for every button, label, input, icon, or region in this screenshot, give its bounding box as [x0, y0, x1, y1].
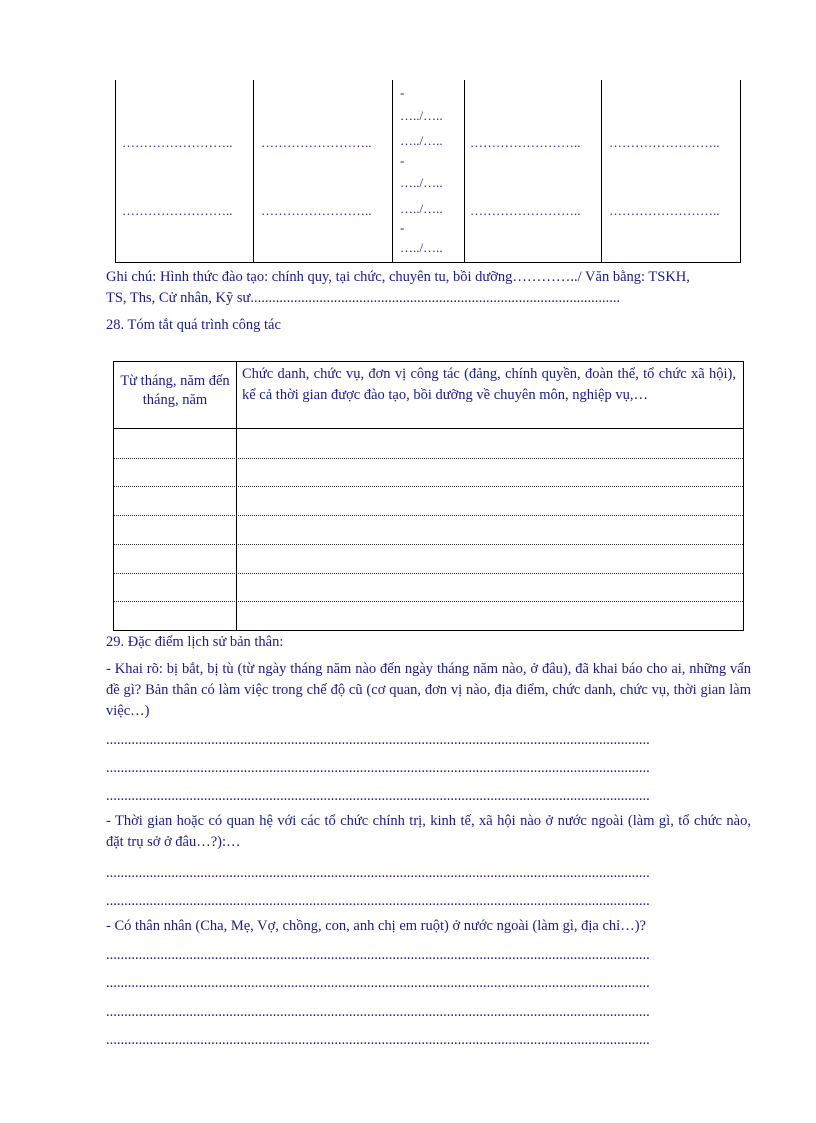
table-cell: …………………….. — [261, 203, 372, 218]
table-divider — [601, 80, 602, 262]
answer-line: ...................................................................................................................................................... — [106, 1032, 650, 1048]
date-dash: - — [400, 220, 405, 235]
question-relatives-abroad: - Có thân nhân (Cha, Mẹ, Vợ, chồng, con, anh chị em ruột) ở nước ngoài (làm gì, địa chỉ…)? — [106, 918, 646, 934]
table-divider — [236, 362, 237, 630]
answer-line: ...................................................................................................................................................... — [106, 893, 650, 909]
table-cell: …………………….. — [261, 135, 372, 150]
table-cell: …………………….. — [122, 135, 233, 150]
work-history-table — [113, 361, 744, 631]
date-field: …../….. — [400, 133, 443, 148]
table-cell: …………………….. — [609, 203, 720, 218]
header-divider — [114, 428, 743, 429]
answer-line: ...................................................................................................................................................... — [106, 1004, 650, 1020]
table-row — [114, 458, 743, 459]
table-divider — [464, 80, 465, 262]
question-arrest-history: - Khai rõ: bị bắt, bị tù (từ ngày tháng năm nào đến ngày tháng năm nào, ở đâu), đã khai báo cho ai, những vấn đề gì? Bản thân có làm việc trong chế độ cũ (cơ quan, đơn vị nào, địa điểm, chức danh, chức vụ, thời gian làm việc…) — [106, 661, 751, 719]
table-divider — [253, 80, 254, 262]
date-field: …../….. — [400, 175, 443, 190]
table-row — [114, 515, 743, 516]
question-foreign-organizations: - Thời gian hoặc có quan hệ với các tổ chức chính trị, kinh tế, xã hội nào ở nước ngoài (làm gì, tổ chức nào, đặt trụ sở ở đâu…?):… — [106, 813, 751, 850]
table-row — [114, 486, 743, 487]
answer-line: ...................................................................................................................................................... — [106, 975, 650, 991]
date-dash: - — [400, 153, 405, 168]
table-cell: …………………….. — [609, 135, 720, 150]
note-line-1: Ghi chú: Hình thức đào tạo: chính quy, tại chức, chuyên tu, bồi dưỡng…………../ Văn bằng: TSKH, — [106, 269, 690, 285]
table-row — [114, 544, 743, 545]
table-divider — [392, 80, 393, 262]
training-table — [115, 80, 741, 263]
answer-line: ...................................................................................................................................................... — [106, 947, 650, 963]
answer-line: ...................................................................................................................................................... — [106, 760, 650, 776]
date-field: …../….. — [400, 108, 443, 123]
table-row — [114, 601, 743, 602]
answer-line: ...................................................................................................................................................... — [106, 865, 650, 881]
answer-line: ...................................................................................................................................................... — [106, 732, 650, 748]
date-field: …../….. — [400, 240, 443, 255]
answer-line: ...................................................................................................................................................... — [106, 788, 650, 804]
table-cell: …………………….. — [470, 135, 581, 150]
col-header-period: Từ tháng, năm đến tháng, năm — [120, 373, 230, 408]
section-29-title: 29. Đặc điểm lịch sử bản thân: — [106, 634, 284, 650]
table-row — [114, 573, 743, 574]
date-field: …../….. — [400, 201, 443, 216]
section-28-title: 28. Tóm tắt quá trình công tác — [106, 317, 281, 333]
table-cell: …………………….. — [122, 203, 233, 218]
col-header-position: Chức danh, chức vụ, đơn vị công tác (đảng, chính quyền, đoàn thể, tổ chức xã hội), kể cả thời gian được đào tạo, bồi dưỡng về chuyên môn, nghiệp vụ,… — [242, 366, 736, 403]
note-line-2: TS, Ths, Cử nhân, Kỹ sư...................................................................................................... — [106, 290, 621, 306]
date-dash: - — [400, 85, 405, 100]
table-cell: …………………….. — [470, 203, 581, 218]
